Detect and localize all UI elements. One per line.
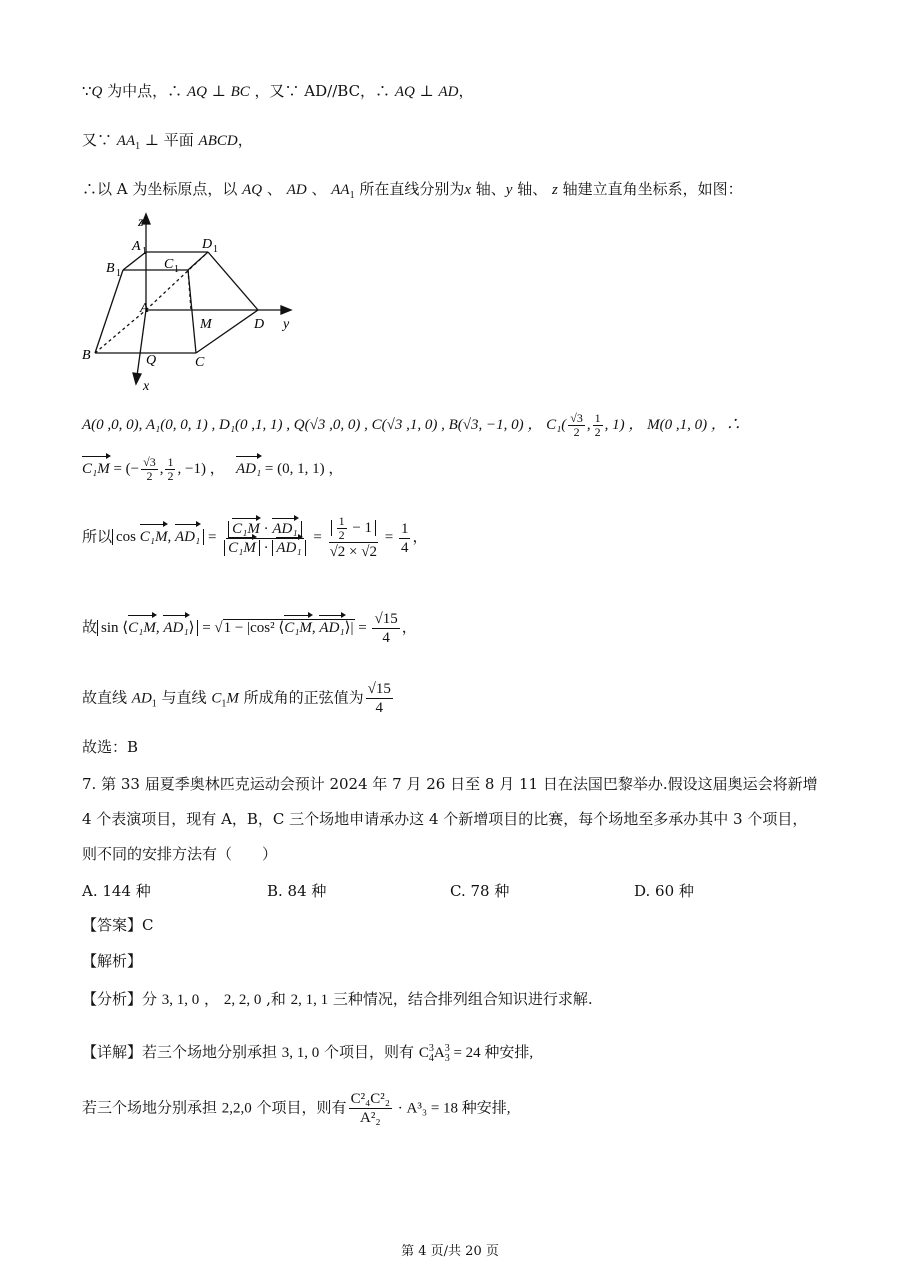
text: 又∵: [82, 131, 117, 149]
math: M: [226, 690, 239, 707]
numerator: √15: [367, 681, 391, 697]
choose-line: 故选：B: [82, 738, 139, 756]
math: , 1) ，: [604, 416, 644, 433]
math: 1 − |cos² ⟨: [223, 619, 285, 636]
fraction-value: [328, 515, 379, 561]
figure-label-z: z: [138, 215, 144, 230]
math: cos: [116, 529, 137, 546]
math: = (−: [109, 460, 140, 477]
option-c: C. 78 种: [450, 882, 510, 900]
text: 三种情况，结合排列组合知识进行求解.: [328, 990, 593, 1008]
numerator: √15: [374, 611, 398, 627]
fraction: [165, 456, 175, 483]
segment-a-d1-hidden: [146, 252, 208, 310]
figure-label-a: A: [140, 301, 149, 316]
math: 2,2,0: [221, 1100, 252, 1117]
vector-c1m: C₁M: [284, 617, 312, 639]
denominator: 2: [594, 425, 601, 439]
figure-label-d1: D: [202, 237, 213, 252]
math: AA: [331, 182, 350, 198]
sine-abs: sin ⟨C₁M, AD₁⟩: [97, 620, 198, 636]
figure-label-b1-sub: 1: [116, 268, 121, 279]
numerator: [329, 515, 378, 543]
figure-label-c1-sub: 1: [174, 264, 179, 275]
figure-label-b1: B: [106, 261, 115, 276]
vector-ad1: AD₁: [175, 526, 200, 548]
math: 3, 1, 0: [281, 1045, 320, 1061]
numerator: √3: [143, 455, 156, 469]
detail-line: [82, 1038, 533, 1070]
square-root: √1 − |cos² ⟨C₁M, AD₁⟩|: [214, 617, 354, 639]
text-line-3: [82, 178, 743, 207]
math: AQ: [242, 182, 263, 198]
text: ，: [237, 131, 253, 149]
text: 、: [262, 180, 287, 198]
text: 为中点，∴: [102, 82, 187, 100]
text: 轴、: [512, 180, 553, 198]
text: ⊥: [206, 82, 231, 100]
denominator: 4: [400, 539, 409, 556]
sine-line: 故 sin ⟨C₁M, AD₁⟩ = √1 − |cos² ⟨C₁M, AD₁⟩| = $\frac{√15}{4}$ ，: [82, 611, 417, 646]
question-7-line-1: 7. 第 33 届夏季奥林匹克运动会预计 2024 年 7 月 26 日至 8 月 11 日在法国巴黎举办.假设这届奥运会将新增: [82, 775, 818, 793]
math: x: [464, 182, 472, 198]
fraction-result: [399, 520, 411, 557]
figure-label-m: M: [200, 317, 212, 332]
math: AA: [116, 133, 136, 149]
vector-ad1: AD₁: [163, 617, 188, 639]
numerator: C₁M · AD₁: [226, 520, 303, 539]
math: 3, 1, 0: [161, 992, 200, 1008]
vector-c1m: C₁M: [140, 526, 168, 548]
fraction: [141, 456, 158, 483]
fraction: [568, 412, 585, 439]
denominator: 2: [146, 469, 153, 483]
numerator: C²₄C²₂: [350, 1091, 391, 1107]
text: ∵: [82, 82, 92, 100]
frustum-coordinate-figure: [78, 208, 318, 398]
text: = 24 种安排,: [449, 1045, 534, 1061]
subscript: 1: [135, 141, 141, 152]
denominator: 2: [167, 469, 174, 483]
math: AD: [438, 84, 459, 100]
fraction: [349, 1090, 392, 1127]
fraction-result: [372, 610, 399, 647]
math: sin: [101, 619, 119, 636]
vector-c1m: C₁M: [228, 539, 256, 556]
math: = (0, 1, 1) ，: [261, 460, 344, 477]
text-line-2: [82, 129, 253, 158]
figure-label-c: C: [195, 355, 205, 370]
coordinates: A(0 ,0, 0), A₁(0, 0, 1) , D₁(0 ,1, 1) , Q(√3 ,0, 0) , C(√3 ,1, 0) , B(√3, −1, 0) ，: [82, 416, 543, 433]
vector-ad1: AD₁: [319, 617, 344, 639]
math: AQ: [394, 84, 415, 100]
text: 与直线: [156, 688, 212, 707]
numerator: 1: [400, 520, 409, 537]
option-a: A. 144 种: [82, 882, 151, 900]
text: 、: [306, 180, 332, 198]
text: 所以: [82, 529, 113, 546]
analysis-line: 【解析】: [82, 952, 143, 970]
coordinates-line: A(0 ,0, 0), A₁(0, 0, 1) , D₁(0 ,1, 1) , Q(√3 ,0, 0) , C(√3 ,1, 0) , B(√3, −1, 0) ， C₁( $\frac{√3}{2}$ , $\frac{1}{2}$ , 1) ， M(0 ,1, 0) ，∴: [82, 411, 741, 439]
math: , −1) ，: [177, 460, 225, 477]
subscript: 1: [221, 698, 227, 710]
text: 所在直线分别为: [354, 180, 465, 198]
figure-label-q: Q: [146, 353, 157, 368]
vector-ad1: AD₁: [276, 539, 302, 556]
text: ⊥: [414, 82, 439, 100]
math: C: [418, 1045, 429, 1061]
x-axis-arrow: [133, 373, 141, 384]
text: 故直线: [82, 688, 132, 707]
denominator: √2 × √2: [329, 544, 378, 560]
math: A: [433, 1045, 445, 1061]
edge-d-d1: [208, 252, 258, 310]
option-b: B. 84 种: [267, 882, 327, 900]
text: ，又∵ AD//BC，∴: [249, 82, 395, 100]
math: y: [505, 182, 513, 198]
y-axis-arrow: [281, 306, 291, 314]
math: BC: [230, 84, 250, 100]
question-7-line-2: 4 个表演项目，现有 A，B，C 三个场地申请承办这 4 个新增项目的比赛，每个场地至多承办其中 3 个项目，: [82, 810, 808, 828]
figure-label-y: y: [283, 317, 290, 332]
math: Q: [91, 84, 103, 100]
numerator: 1: [338, 514, 345, 528]
text: 轴建立直角坐标系，如图：: [557, 180, 743, 198]
text: 个项目，则有: [251, 1098, 347, 1117]
figure-label-b: B: [82, 348, 91, 363]
combination-expression: $C^3_4A^3_3$: [418, 1043, 450, 1064]
text: ，: [401, 619, 417, 636]
fenxi-line: [82, 988, 593, 1011]
text: ,和: [261, 990, 291, 1008]
math: 2, 2, 0: [223, 992, 262, 1008]
vectors-line: C₁M = (− $\frac{√3}{2}$ , $\frac{1}{2}$ , −1) ， AD₁ = (0, 1, 1) ，: [82, 455, 344, 483]
case-2-line: [82, 1090, 511, 1127]
option-d: D. 60 种: [634, 882, 694, 900]
figure-label-a1-sub: 1: [142, 246, 147, 257]
denominator: 4: [375, 700, 383, 716]
math: − 1: [348, 519, 373, 536]
vector-c1m: C₁M: [232, 520, 260, 537]
math: z: [552, 182, 558, 198]
denominator: 4: [382, 630, 390, 646]
text: 个项目，则有: [319, 1043, 419, 1061]
question-7-line-3: 则不同的安排方法有（ ）: [82, 845, 278, 863]
numerator: 1: [167, 455, 174, 469]
text: · A³₃ = 18 种安排,: [394, 1100, 511, 1117]
vector-c1m: C₁M: [82, 458, 110, 480]
text: ，: [458, 82, 474, 100]
fraction: [337, 515, 347, 542]
vector-c1m: C₁M: [128, 617, 156, 639]
vector-ad1: AD₁: [236, 458, 261, 480]
fraction-result: [366, 680, 393, 717]
vector-ad1: AD₁: [272, 520, 298, 537]
denominator: 2: [573, 425, 580, 439]
answer-line: 【答案】C: [82, 916, 154, 934]
figure-label-d1-sub: 1: [213, 244, 218, 255]
math: AD: [286, 182, 307, 198]
text: 故: [82, 619, 98, 636]
text: ⊥ 平面: [140, 131, 199, 149]
x-axis: [137, 310, 146, 376]
numerator: √3: [570, 411, 583, 425]
math: 2, 1, 1: [290, 992, 329, 1008]
math: C: [211, 690, 222, 707]
math: AQ: [186, 84, 207, 100]
subscript: 1: [151, 698, 157, 710]
text: 若三个场地分别承担: [82, 1098, 222, 1117]
math: C₁(: [546, 416, 567, 433]
figure-label-x: x: [143, 379, 150, 394]
denominator: C₁M · AD₁: [222, 539, 307, 557]
text-line-1: [82, 80, 474, 103]
math: ABCD: [198, 133, 238, 149]
page-footer: 第 4 页/共 20 页: [401, 1244, 499, 1259]
figure-label-c1: C: [164, 257, 174, 272]
cosine-line: 所以 cos C₁M, AD₁ = $\frac{\text{C₁M · AD₁}}{\text{C₁M · AD₁}}$ = $\frac{1}{2}$ − 1 √2 × √2 = $\frac{1}{4}$ ，: [82, 514, 428, 560]
denominator: 2: [338, 528, 345, 542]
text: 轴、: [471, 180, 506, 198]
numerator: 1: [594, 411, 601, 425]
text: ，: [199, 990, 224, 1008]
fraction: [593, 412, 603, 439]
figure-label-d: D: [254, 317, 265, 332]
text: 所成角的正弦值为: [238, 688, 364, 707]
text: ∴以 A 为坐标原点，以: [82, 180, 243, 198]
text: ，: [412, 529, 428, 546]
math: AD: [131, 690, 152, 707]
conclusion-line: [82, 680, 395, 717]
math: M(0 ,1, 0) ，∴: [647, 416, 741, 433]
text: 【分析】分: [82, 990, 162, 1008]
figure-label-a1: A: [132, 239, 141, 254]
subscript: 1: [349, 190, 355, 201]
denominator: A²₂: [360, 1110, 381, 1126]
fraction-dot-over-norms: [222, 520, 307, 557]
text: 【详解】若三个场地分别承担: [82, 1043, 282, 1061]
cosine-abs: cos C₁M, AD₁: [112, 529, 204, 545]
